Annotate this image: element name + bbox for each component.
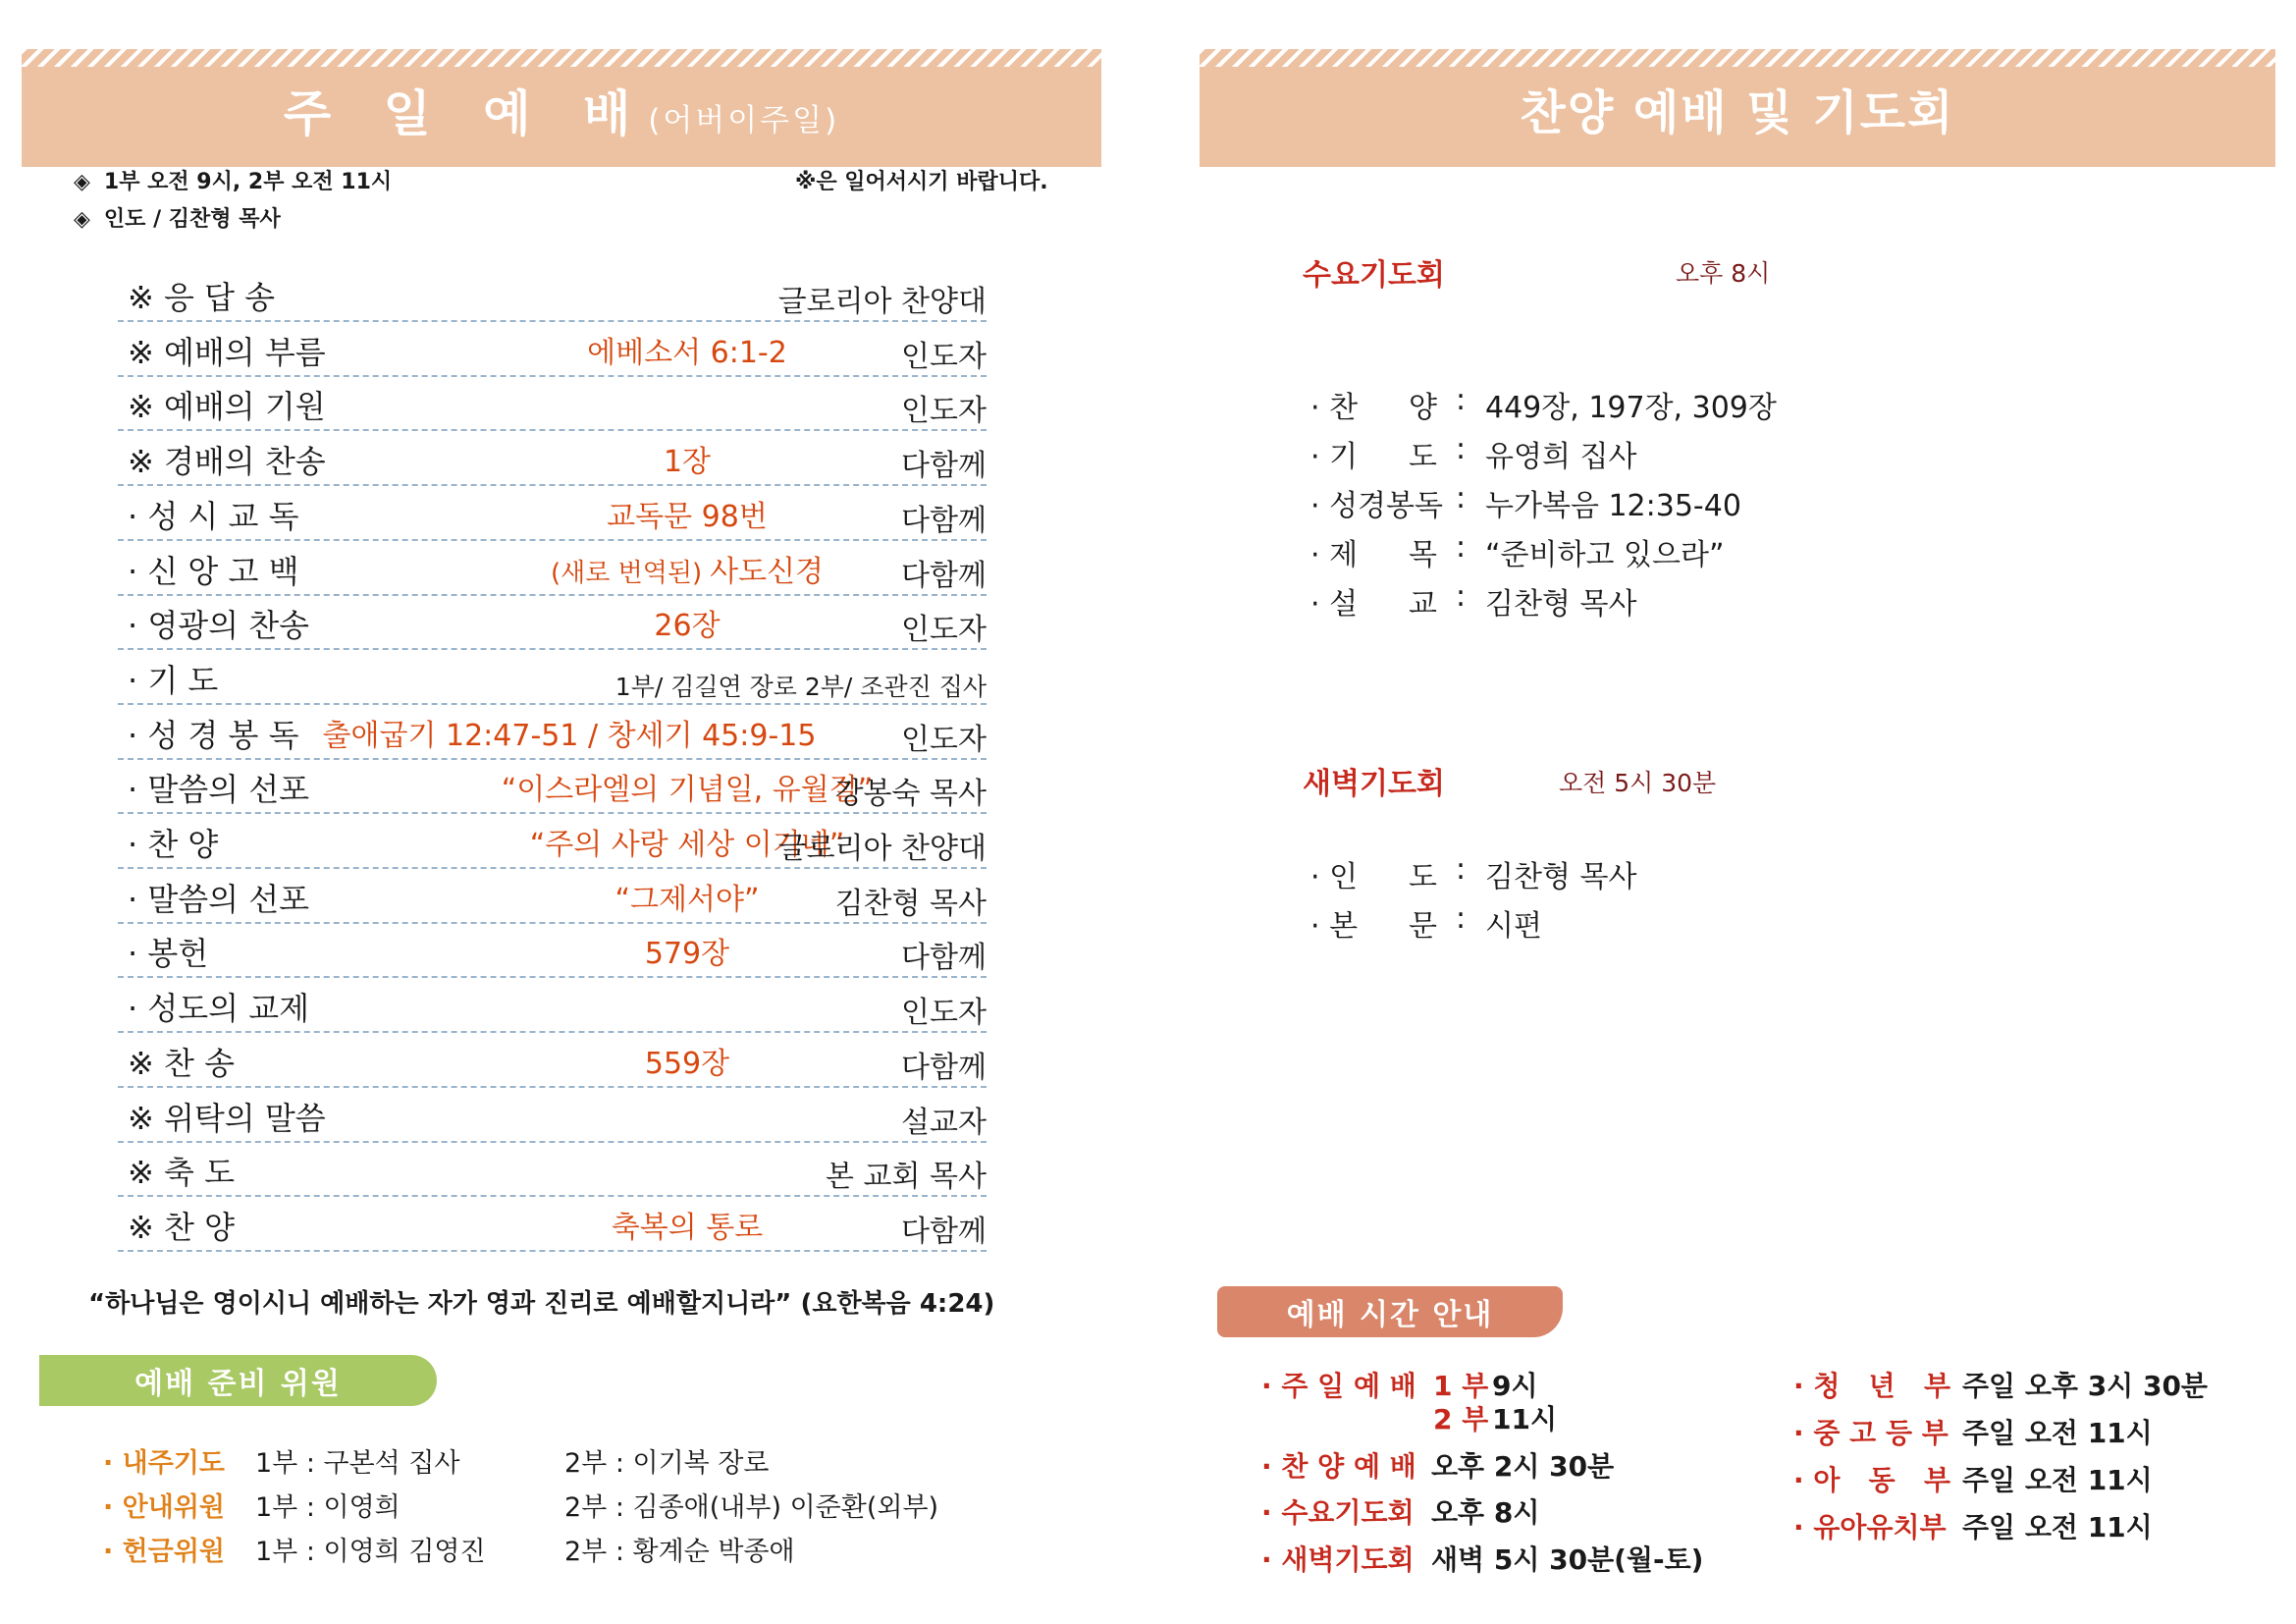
detail-key-2: 교 [1409, 587, 1437, 622]
right-banner-title-text: 찬양 예배 및 기도회 [1520, 85, 1955, 140]
detail-row [1310, 852, 1899, 895]
order-row [118, 321, 987, 377]
detail-sep: : [1456, 432, 1467, 466]
banner-subtitle: (어버이주일) [648, 103, 840, 138]
detail-row [1310, 383, 1899, 426]
schedule-key: · 주 일 예 배 [1261, 1370, 1416, 1402]
detail-row [1310, 579, 1899, 623]
order-right: 인도자 [901, 996, 987, 1030]
order-row [118, 758, 987, 814]
order-right: 다함께 [901, 1215, 987, 1249]
detail-sep: : [1456, 481, 1467, 515]
order-center-text: “이스라엘의 기념일, 유월절” [501, 773, 874, 807]
order-row [118, 813, 987, 869]
order-row [118, 1196, 987, 1252]
left-banner [22, 49, 1101, 167]
order-label: ※ 응 답 송 [128, 279, 276, 316]
order-row [118, 1032, 987, 1088]
order-row [118, 266, 987, 322]
service-time-line [74, 165, 392, 195]
diamond-bullet-icon: ◈ [74, 207, 90, 232]
schedule-value: 주일 오후 3시 30분 [1962, 1370, 2208, 1402]
detail-key: · 인 [1310, 860, 1359, 894]
order-row [118, 485, 987, 541]
banner-stripe [1200, 49, 2275, 67]
order-label: · 기 도 [128, 662, 219, 699]
order-center-text: 26장 [654, 609, 721, 643]
schedule-value: 11시 [1492, 1403, 1558, 1435]
order-center-text: 사도신경 [710, 555, 825, 589]
schedule-value: 주일 오전 11시 [1962, 1464, 2153, 1496]
leader-line [74, 202, 281, 233]
order-label: · 영광의 찬송 [128, 607, 310, 644]
order-row [118, 375, 987, 431]
schedule-part-key: 1 부 [1433, 1370, 1489, 1402]
prep-committee-title: 예배 준비 위원 [39, 1355, 437, 1406]
order-center-text: 출애굽기 12:47-51 / 창세기 45:9-15 [322, 719, 817, 753]
right-banner-title [1200, 75, 2275, 142]
prep-part2: 2부 : 황계순 박종애 [564, 1537, 795, 1567]
banner-stripe [22, 49, 1101, 67]
order-label: ※ 위탁의 말씀 [128, 1100, 326, 1137]
schedule-part-key: 2 부 [1433, 1403, 1489, 1435]
prep-label: · 내주기도 [103, 1448, 225, 1479]
detail-value: 449장, 197장, 309장 [1485, 391, 1777, 425]
order-label: · 성 경 봉 독 [128, 717, 299, 754]
order-right: 다함께 [901, 559, 987, 593]
detail-key: · 찬 [1310, 391, 1359, 425]
leader-text: 인도 / 김찬형 목사 [103, 207, 281, 232]
order-center-text: 교독문 98번 [607, 500, 768, 534]
detail-value: 김찬형 목사 [1485, 860, 1637, 894]
schedule-key: · 유아유치부 [1793, 1511, 1947, 1543]
schedule-value: 오후 2시 30분 [1431, 1450, 1615, 1483]
prep-label: · 헌금위원 [103, 1537, 225, 1567]
prep-row [103, 1486, 987, 1525]
order-right: 1부/ 김길연 장로 2부/ 조관진 집사 [614, 673, 987, 701]
schedule-value: 오후 8시 [1431, 1496, 1540, 1529]
order-label: ※ 찬 송 [128, 1045, 235, 1082]
detail-value: 유영희 집사 [1485, 440, 1637, 474]
detail-row [1310, 432, 1899, 475]
order-row [118, 649, 987, 705]
order-center-text: 에베소서 6:1-2 [587, 336, 787, 370]
prep-part2: 2부 : 김종애(내부) 이준환(외부) [564, 1492, 939, 1523]
order-label: ※ 축 도 [128, 1154, 235, 1191]
prep-part1: 1부 : 이영희 김영진 [255, 1537, 486, 1567]
detail-key-2: 양 [1409, 391, 1437, 425]
detail-sep: : [1456, 852, 1467, 887]
order-right: 김찬형 목사 [834, 887, 987, 921]
order-label: ※ 예배의 부름 [128, 334, 326, 371]
dawn-time: 오전 5시 30분 [1559, 769, 1717, 797]
order-label: · 신 앙 고 백 [128, 553, 299, 590]
order-row [118, 868, 987, 924]
schedule-value: 9시 [1492, 1370, 1538, 1402]
prep-row [103, 1441, 987, 1481]
right-banner [1200, 49, 2275, 167]
order-label: · 성 시 교 독 [128, 498, 299, 535]
order-right: 본 교회 목사 [826, 1160, 987, 1194]
order-row [118, 1141, 987, 1197]
schedule-key: · 새벽기도회 [1261, 1543, 1415, 1576]
order-row [118, 430, 987, 486]
schedule-title: 예배 시간 안내 [1217, 1286, 1563, 1337]
schedule-key: · 아 동 부 [1793, 1464, 1951, 1496]
order-right: 인도자 [901, 613, 987, 647]
detail-sep: : [1456, 383, 1467, 417]
order-center-text: “그제서야” [614, 883, 760, 917]
order-center-text: 1장 [663, 445, 712, 479]
left-banner-title [22, 75, 1101, 145]
order-right: 설교자 [901, 1106, 987, 1140]
detail-row [1310, 530, 1899, 573]
schedule-key: · 수요기도회 [1261, 1496, 1415, 1529]
detail-key: · 기 [1310, 440, 1359, 474]
order-right: 인도자 [901, 723, 987, 757]
detail-key: · 성경봉독 [1310, 489, 1443, 523]
detail-value: “준비하고 있으라” [1485, 538, 1725, 572]
detail-key-2: 목 [1409, 538, 1437, 572]
prep-part1: 1부 : 이영희 [255, 1492, 400, 1523]
order-row [118, 540, 987, 596]
order-center-small: (새로 번역된) [550, 559, 703, 588]
prep-part1: 1부 : 구본석 집사 [255, 1448, 460, 1479]
schedule-key: · 찬 양 예 배 [1261, 1450, 1416, 1483]
order-row [118, 922, 987, 978]
schedule-value: 주일 오전 11시 [1962, 1417, 2153, 1449]
order-right: 글로리아 찬양대 [777, 832, 987, 866]
detail-key-2: 도 [1409, 440, 1437, 474]
detail-value: 김찬형 목사 [1485, 587, 1637, 622]
detail-row [1310, 901, 1899, 945]
order-row [118, 594, 987, 650]
detail-sep: : [1456, 530, 1467, 565]
order-label: · 성도의 교제 [128, 990, 310, 1027]
order-label: · 봉헌 [128, 935, 209, 972]
detail-row [1310, 481, 1899, 524]
order-right: 인도자 [901, 394, 987, 428]
order-center-text: 축복의 통로 [611, 1211, 764, 1245]
order-right: 다함께 [901, 504, 987, 538]
prep-label: · 안내위원 [103, 1492, 225, 1523]
order-right: 인도자 [901, 340, 987, 374]
prep-row [103, 1530, 987, 1569]
order-center-text: “주의 사랑 세상 이기네” [529, 828, 845, 862]
order-row [118, 977, 987, 1033]
dawn-title: 새벽기도회 [1303, 767, 1445, 801]
diamond-bullet-icon: ◈ [74, 170, 90, 194]
order-right: 다함께 [901, 1051, 987, 1085]
schedule-value: 새벽 5시 30분(월-토) [1431, 1543, 1704, 1576]
order-label: ※ 찬 양 [128, 1209, 235, 1246]
order-right: 글로리아 찬양대 [777, 285, 987, 319]
prep-part2: 2부 : 이기복 장로 [564, 1448, 770, 1479]
order-label: ※ 예배의 기원 [128, 388, 326, 425]
order-center [177, 711, 962, 754]
service-time-text: 1부 오전 9시, 2부 오전 11시 [103, 170, 393, 194]
detail-key: · 설 [1310, 587, 1359, 622]
wednesday-time: 오후 8시 [1676, 259, 1771, 288]
scripture-verse: “하나님은 영이시니 예배하는 자가 영과 진리로 예배할지니라” (요한복음 4:24) [88, 1289, 995, 1319]
order-row [118, 1087, 987, 1143]
schedule-value: 주일 오전 11시 [1962, 1511, 2153, 1543]
detail-key: · 제 [1310, 538, 1359, 572]
order-label: · 찬 양 [128, 826, 219, 863]
detail-key-2: 도 [1409, 860, 1437, 894]
wednesday-title: 수요기도회 [1303, 258, 1445, 293]
standing-note: ※은 일어서시기 바랍니다. [795, 170, 1048, 194]
banner-title-text: 주 일 예 배 [283, 85, 649, 142]
detail-value: 시편 [1485, 909, 1542, 944]
order-center-text: 579장 [644, 937, 730, 971]
detail-key-2: 문 [1409, 909, 1437, 944]
order-label: ※ 경배의 찬송 [128, 443, 326, 480]
schedule-key: · 청 년 부 [1793, 1370, 1951, 1402]
order-label: · 말씀의 선포 [128, 881, 310, 918]
detail-sep: : [1456, 579, 1467, 614]
schedule-key: · 중 고 등 부 [1793, 1417, 1949, 1449]
order-right: 다함께 [901, 449, 987, 483]
order-right: 다함께 [901, 941, 987, 975]
order-right: 강봉숙 목사 [834, 777, 987, 811]
order-label: · 말씀의 선포 [128, 771, 310, 808]
detail-key: · 본 [1310, 909, 1359, 944]
detail-sep: : [1456, 901, 1467, 936]
order-center-text: 559장 [644, 1047, 730, 1081]
order-row [118, 704, 987, 760]
detail-value: 누가복음 12:35-40 [1485, 489, 1741, 523]
